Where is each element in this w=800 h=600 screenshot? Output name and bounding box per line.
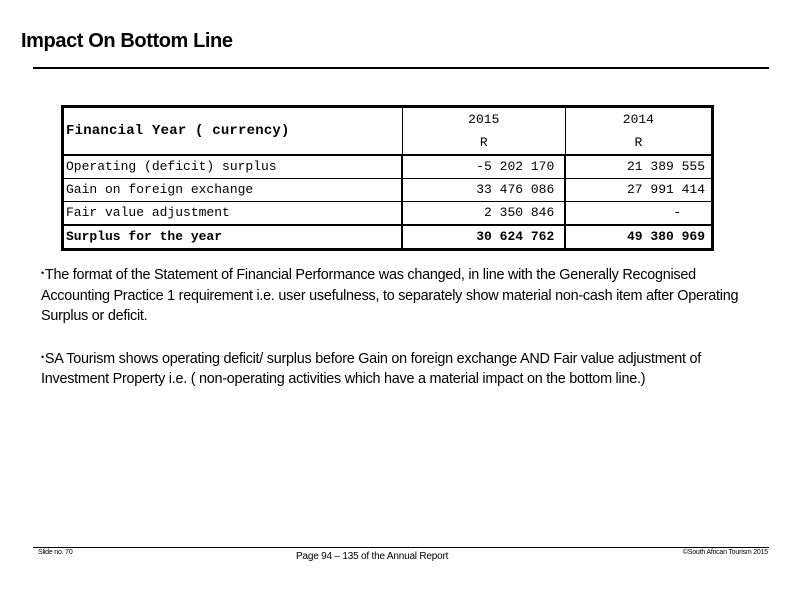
header-2015 xyxy=(402,107,565,156)
footer-divider xyxy=(33,547,769,548)
total-value-2015: 30 624 762 xyxy=(402,225,565,250)
total-label: Surplus for the year xyxy=(63,225,403,250)
currency-2014: R xyxy=(634,135,643,150)
header-2014 xyxy=(565,107,712,156)
title-divider xyxy=(33,67,769,69)
currency-2015: R xyxy=(479,135,488,150)
year-2014: 2014 xyxy=(622,112,654,127)
row-value-2014: 21 389 555 xyxy=(565,155,712,179)
bullet-item xyxy=(41,263,761,327)
bullet-text: The format of the Statement of Financial Performance was changed, in line with the Generally Recognised Accounting Practice 1 requirement i.e. user usefulness, to separately show material non-cash item after Operating Surplus or deficit. xyxy=(41,267,739,324)
bullet-item xyxy=(41,347,761,390)
row-label: Fair value adjustment xyxy=(63,202,403,226)
table-header-row xyxy=(63,107,713,156)
bullet-mark: • xyxy=(41,351,44,362)
page-title: Impact On Bottom Line xyxy=(21,30,233,52)
bullet-mark: • xyxy=(41,268,44,278)
financial-table xyxy=(61,105,714,251)
bullet-text: SA Tourism shows operating deficit/ surplus before Gain on foreign exchange AND Fair value adjustment of Investment Property i.e. ( non-operating activities which have a material impact on the bottom line.) xyxy=(41,350,701,387)
copyright: ©South African Tourism 2015 xyxy=(682,549,768,556)
slide-number: Slide no. 70 xyxy=(38,549,73,556)
row-label: Gain on foreign exchange xyxy=(63,179,403,202)
row-value-2015: -5 202 170 xyxy=(402,155,565,179)
total-value-2014: 49 380 969 xyxy=(565,225,712,250)
table-row xyxy=(63,202,713,226)
table-row xyxy=(63,155,713,179)
page-reference: Page 94 – 135 of the Annual Report xyxy=(296,551,449,562)
row-label: Operating (deficit) surplus xyxy=(63,155,403,179)
bullet-list xyxy=(41,263,761,410)
row-value-2015: 33 476 086 xyxy=(402,179,565,202)
total-row xyxy=(63,225,713,250)
year-2015: 2015 xyxy=(468,112,500,127)
row-value-2015: 2 350 846 xyxy=(402,202,565,226)
row-value-2014: 27 991 414 xyxy=(565,179,712,202)
header-label: Financial Year ( currency) xyxy=(63,107,403,156)
row-value-2014: - xyxy=(565,202,712,226)
table-row xyxy=(63,179,713,202)
